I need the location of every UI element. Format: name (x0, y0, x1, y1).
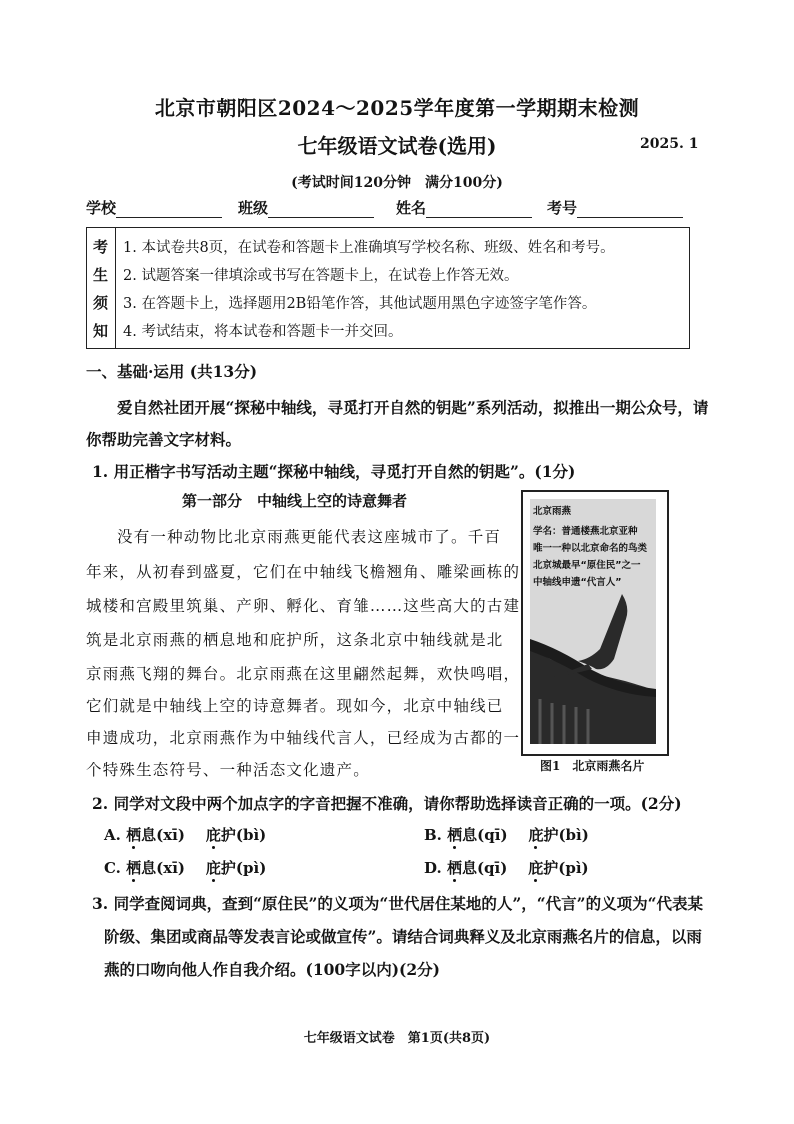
dotted-char: 庇 (205, 826, 221, 844)
intro-line: 你帮助完善文字材料。 (86, 430, 242, 449)
student-info-row (86, 197, 696, 219)
dotted-char: 栖 (446, 859, 462, 877)
passage-line: 京雨燕飞翔的舞台。北京雨燕在这里翩然起舞，欢快鸣唱， (86, 665, 521, 683)
passage-line: 年来，从初春到盛夏，它们在中轴线飞檐翘角、雕梁画栋的 (86, 563, 521, 581)
dotted-char: 庇 (528, 859, 544, 877)
notice-char: 生 (93, 266, 109, 284)
school-field[interactable] (86, 197, 222, 218)
question-3-line: 3. 同学查阅词典，查到“原住民”的义项为“世代居住某地的人”，“代言”的义项为“代表某 (92, 894, 703, 913)
option-word: 护(bì) (543, 826, 589, 844)
option-word: 护(pì) (543, 859, 589, 877)
question-3-line: 阶级、集团或商品等发表言论或做宣传”。请结合词典释义及北京雨燕名片的信息，以雨 (104, 927, 702, 946)
option-word: 息(qī) (461, 859, 508, 877)
exam-time-info: (考试时间120分钟 满分100分) (291, 175, 503, 191)
notice-side-label (87, 228, 116, 348)
notice-char: 知 (93, 322, 109, 340)
paper-subtitle: 七年级语文试卷(选用) (297, 134, 497, 158)
page-footer: 七年级语文试卷 第1页(共8页) (303, 1031, 491, 1046)
section-heading: 一、基础·运用 (共13分) (86, 362, 258, 381)
passage-line: 没有一种动物比北京雨燕更能代表这座城市了。千百 (117, 528, 502, 546)
question-1: 1. 用正楷字书写活动主题“探秘中轴线，寻觅打开自然的钥匙”。(1分) (92, 462, 576, 481)
notice-char: 考 (93, 238, 109, 256)
option-letter: C. (104, 859, 121, 877)
passage-line: 它们就是中轴线上空的诗意舞者。现如今，北京中轴线已 (86, 697, 504, 715)
notice-item: 4. 考试结束，将本试卷和答题卡一并交回。 (123, 324, 403, 340)
dotted-char: 栖 (126, 826, 142, 844)
notice-char: 须 (93, 294, 109, 312)
dotted-char: 庇 (205, 859, 221, 877)
class-label: 班级 (238, 199, 269, 217)
name-label: 姓名 (396, 199, 427, 217)
name-blank[interactable] (426, 201, 532, 218)
figure-caption: 图1 北京雨燕名片 (540, 759, 645, 773)
swift-bird (578, 594, 627, 669)
passage-line: 城楼和宫殿里筑巢、产卵、孵化、育雏……这些高大的古建 (86, 597, 521, 615)
passage-line: 申遗成功，北京雨燕作为中轴线代言人，已经成为古都的一 (86, 729, 521, 747)
question-3-line: 燕的口吻向他人作自我介绍。(100字以内)(2分) (104, 960, 440, 979)
option-b[interactable] (424, 824, 589, 845)
option-letter: A. (104, 826, 121, 844)
option-a[interactable] (104, 824, 266, 845)
dotted-char: 栖 (126, 859, 142, 877)
option-letter: D. (424, 859, 442, 877)
card-text-line: 唯一一种以北京命名的鸟类 (533, 543, 648, 554)
class-field[interactable] (238, 197, 374, 218)
exam-title: 北京市朝阳区2024～2025学年度第一学期期末检测 (154, 96, 640, 120)
passage-line: 个特殊生态符号、一种活态文化遗产。 (86, 761, 370, 779)
class-blank[interactable] (268, 201, 374, 218)
swift-silhouette-illustration (530, 499, 656, 744)
swift-name-card (521, 490, 669, 756)
passage-line: 筑是北京雨燕的栖息地和庇护所，这条北京中轴线就是北 (86, 631, 504, 649)
name-field[interactable] (396, 197, 532, 218)
card-text-line: 中轴线申遗“代言人” (533, 577, 622, 588)
exam-no-blank[interactable] (577, 201, 683, 218)
exam-date: 2025. 1 (640, 136, 699, 152)
option-word: 息(xī) (141, 859, 185, 877)
notice-item: 3. 在答题卡上，选择题用2B铅笔作答，其他试题用黑色字迹签字笔作答。 (123, 296, 597, 312)
option-word: 护(bì) (220, 826, 267, 844)
card-text-line: 北京雨燕 (533, 506, 572, 517)
question-2: 2. 同学对文段中两个加点字的字音把握不准确，请你帮助选择读音正确的一项。(2分) (92, 794, 682, 813)
dotted-char: 庇 (528, 826, 544, 844)
option-word: 息(xī) (141, 826, 185, 844)
option-d[interactable] (424, 857, 589, 878)
part1-subtitle: 第一部分 中轴线上空的诗意舞者 (182, 492, 408, 510)
exam-no-field[interactable] (547, 197, 683, 218)
swift-photo (530, 499, 656, 744)
school-blank[interactable] (116, 201, 222, 218)
notice-item: 2. 试题答案一律填涂或书写在答题卡上，在试卷上作答无效。 (123, 268, 519, 284)
card-text-line: 北京城最早“原住民”之一 (533, 560, 641, 571)
option-letter: B. (424, 826, 442, 844)
school-label: 学校 (86, 199, 117, 217)
dotted-char: 栖 (447, 826, 463, 844)
intro-line: 爱自然社团开展“探秘中轴线，寻觅打开自然的钥匙”系列活动，拟推出一期公众号，请 (117, 398, 709, 417)
notice-item: 1. 本试卷共8页，在试卷和答题卡上准确填写学校名称、班级、姓名和考号。 (123, 240, 615, 256)
option-word: 息(qī) (462, 826, 508, 844)
card-text-line: 学名：普通楼燕北京亚种 (533, 526, 638, 537)
option-word: 护(pì) (220, 859, 267, 877)
option-c[interactable] (104, 857, 266, 878)
candidate-notice-box (86, 227, 690, 349)
exam-no-label: 考号 (547, 199, 578, 217)
